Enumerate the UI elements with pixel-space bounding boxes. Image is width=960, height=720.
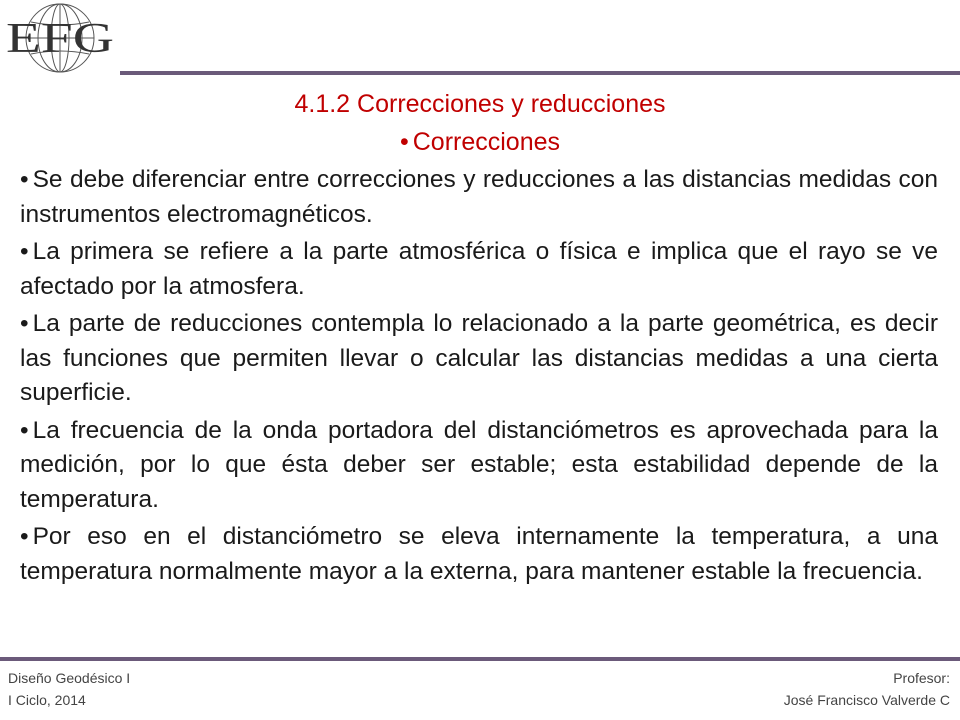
bullet-glyph: • [20,310,29,337]
slide-title: 4.1.2 Correcciones y reducciones [294,90,666,118]
bullet-glyph: • [399,128,409,156]
bullet-text: Se debe diferenciar entre correcciones y reducciones a las distancias medidas con instrumentos electromagnéticos. [20,166,938,228]
slide-subtitle [0,126,960,158]
bullet-glyph: • [20,166,29,193]
bullet-item [20,163,938,232]
header-rule [120,71,960,75]
logo-text: EFG [6,16,114,62]
course-name: Diseño Geodésico I [8,670,131,686]
bullet-text: Por eso en el distanciómetro se eleva internamente la temperatura, a una temperatura normalmente mayor a la externa, para mantener estable la frecuencia. [20,523,938,585]
course-term: I Ciclo, 2014 [8,692,86,708]
bullet-glyph: • [20,238,29,265]
bullet-glyph: • [20,523,29,550]
bullet-item [20,414,938,518]
bullet-text: La frecuencia de la onda portadora del distanciómetros es aprovechada para la medición, por lo que ésta deber ser estable; esta estabilidad depende de la temperatura. [20,416,938,513]
bullet-item [20,235,938,304]
footer-course-info [8,667,130,711]
bullet-item [20,307,938,411]
professor-label: Profesor: [893,670,950,686]
bullet-list [20,163,938,592]
bullet-text: La primera se refiere a la parte atmosférica o física e implica que el rayo se ve afectado por la atmosfera. [20,238,938,300]
footer-professor-info [784,667,950,711]
subtitle-text: Correcciones [412,128,561,156]
bullet-text: La parte de reducciones contempla lo relacionado a la parte geométrica, es decir las funciones que permiten llevar o calcular las distancias medidas a una cierta superficie. [20,310,938,406]
footer-rule [0,657,960,661]
efg-logo [2,0,120,76]
bullet-item [20,520,938,589]
professor-name: José Francisco Valverde C [783,692,950,708]
bullet-glyph: • [20,416,29,444]
